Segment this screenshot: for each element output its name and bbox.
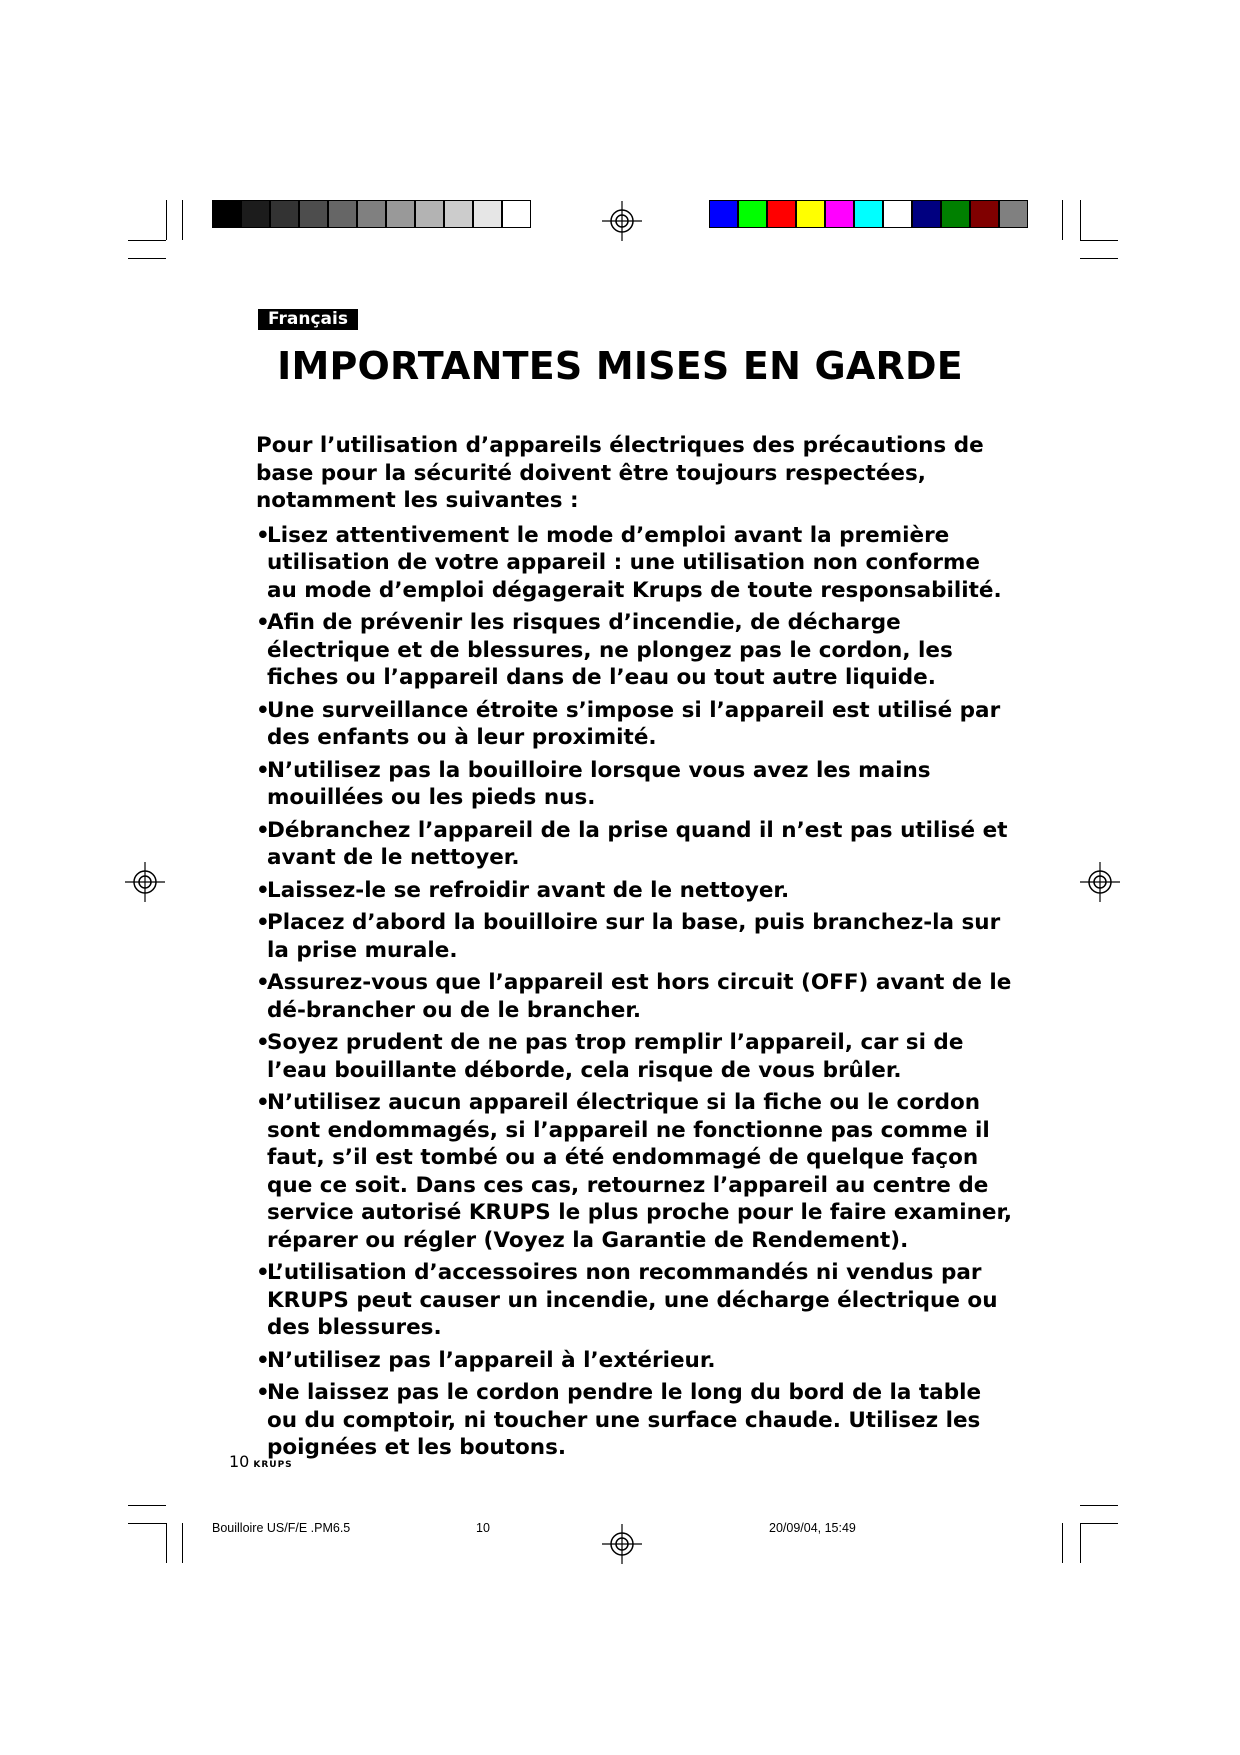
- crop-mark: [128, 240, 166, 241]
- color-swatch: [386, 200, 415, 228]
- color-swatch: [854, 200, 883, 228]
- crop-mark: [1062, 1523, 1063, 1563]
- crop-mark: [166, 1523, 167, 1563]
- crop-mark: [1080, 1523, 1118, 1524]
- crop-mark: [128, 1523, 166, 1524]
- crop-mark: [182, 200, 183, 240]
- list-item: • Ne laissez pas le cordon pendre le long du bord de la table ou du comptoir, ni toucher une surface chaude. Utilisez les poignées et les boutons.: [256, 1379, 1016, 1462]
- color-swatch: [270, 200, 299, 228]
- list-item: • Une surveillance étroite s’impose si l’appareil est utilisé par des enfants ou à leur proximité.: [256, 697, 1016, 752]
- color-swatch: [241, 200, 270, 228]
- registration-mark-icon: [1080, 862, 1120, 902]
- crop-mark: [1062, 200, 1063, 240]
- list-item: • Placez d’abord la bouilloire sur la base, puis branchez-la sur la prise murale.: [256, 909, 1016, 964]
- registration-mark-icon: [125, 862, 165, 902]
- color-swatch: [738, 200, 767, 228]
- crop-mark: [1080, 200, 1081, 240]
- color-swatch: [415, 200, 444, 228]
- color-swatch: [502, 200, 531, 228]
- crop-mark: [1080, 1505, 1118, 1506]
- color-swatch: [328, 200, 357, 228]
- color-swatch: [212, 200, 241, 228]
- color-swatch: [999, 200, 1028, 228]
- registration-mark-icon: [602, 1524, 642, 1564]
- gray-color-bar: [212, 200, 531, 230]
- crop-mark: [166, 200, 167, 240]
- list-item: • N’utilisez pas la bouilloire lorsque vous avez les mains mouillées ou les pieds nus.: [256, 757, 1016, 812]
- color-swatch: [299, 200, 328, 228]
- color-swatch: [357, 200, 386, 228]
- page-footer: [229, 1452, 293, 1471]
- list-item: • N’utilisez pas l’appareil à l’extérieur.: [256, 1347, 1016, 1375]
- crop-mark: [182, 1523, 183, 1563]
- bullet-list: [256, 522, 1016, 1462]
- slug-datetime: 20/09/04, 15:49: [769, 1521, 856, 1535]
- page-title: IMPORTANTES MISES EN GARDE: [277, 344, 963, 388]
- color-swatch: [709, 200, 738, 228]
- intro-paragraph: Pour l’utilisation d’appareils électriques des précautions de base pour la sécurité doivent être toujours respectées, notamment les suivantes :: [256, 433, 984, 513]
- list-item: • Lisez attentivement le mode d’emploi avant la première utilisation de votre appareil : une utilisation non conforme au mode d’emploi dégagerait Krups de toute responsabilité.: [256, 522, 1016, 605]
- list-item: • N’utilisez aucun appareil électrique si la fiche ou le cordon sont endommagés, si l’appareil ne fonctionne pas comme il faut, s’il est tombé ou a été endommagé de quelque façon que ce soit. Dans ces cas, retournez l’appareil au centre de service autorisé KRUPS le plus proche pour le faire examiner, réparer ou régler (Voyez la Garantie de Rendement).: [256, 1089, 1016, 1254]
- registration-mark-icon: [602, 201, 642, 241]
- page-number: 10: [229, 1452, 250, 1471]
- color-swatch: [767, 200, 796, 228]
- brand-logo: KRUPS: [253, 1460, 293, 1470]
- list-item: • Afin de prévenir les risques d’incendie, de décharge électrique et de blessures, ne plongez pas le cordon, les fiches ou l’appareil dans de l’eau ou tout autre liquide.: [256, 609, 1016, 692]
- color-swatch: [444, 200, 473, 228]
- color-swatch: [883, 200, 912, 228]
- language-tag: Français: [258, 309, 358, 330]
- color-swatch: [796, 200, 825, 228]
- safety-instructions: [256, 432, 1016, 1467]
- list-item: • Débranchez l’appareil de la prise quand il n’est pas utilisé et avant de le nettoyer.: [256, 817, 1016, 872]
- list-item: • Soyez prudent de ne pas trop remplir l’appareil, car si de l’eau bouillante déborde, cela risque de vous brûler.: [256, 1029, 1016, 1084]
- crop-mark: [1080, 258, 1118, 259]
- crop-mark: [128, 258, 166, 259]
- color-bar: [709, 200, 1028, 230]
- list-item: • Assurez-vous que l’appareil est hors circuit (OFF) avant de le dé-brancher ou de le brancher.: [256, 969, 1016, 1024]
- color-swatch: [912, 200, 941, 228]
- slug-filename: Bouilloire US/F/E .PM6.5: [212, 1521, 351, 1535]
- color-swatch: [825, 200, 854, 228]
- list-item: • Laissez-le se refroidir avant de le nettoyer.: [256, 877, 1016, 905]
- crop-mark: [1080, 240, 1118, 241]
- crop-mark: [128, 1505, 166, 1506]
- color-swatch: [473, 200, 502, 228]
- color-swatch: [941, 200, 970, 228]
- list-item: • L’utilisation d’accessoires non recommandés ni vendus par KRUPS peut causer un incendie, une décharge électrique ou des blessures.: [256, 1259, 1016, 1342]
- color-swatch: [970, 200, 999, 228]
- crop-mark: [1080, 1523, 1081, 1563]
- slug-page: 10: [476, 1521, 490, 1535]
